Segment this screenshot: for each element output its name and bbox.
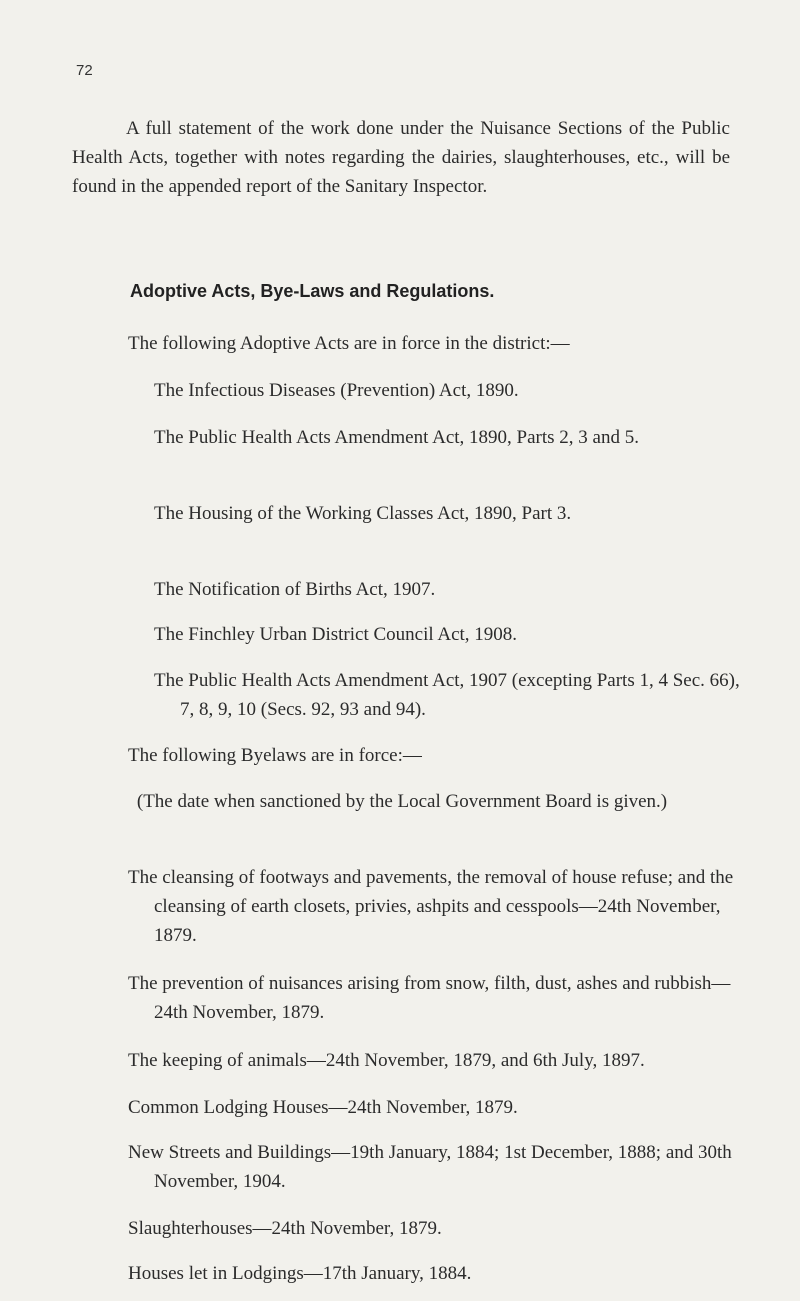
- intro-paragraph: A full statement of the work done under the Nuisance Sections of the Public Health Acts, together with notes regarding the dairies, slaughterhouses, etc., will be found in the appended report of the Sanitary Inspector.: [72, 118, 730, 197]
- adoptive-acts-intro: The following Adoptive Acts are in force in the district:—: [128, 333, 570, 354]
- byelaw-item: The prevention of nuisances arising from snow, filth, dust, ashes and rubbish—24th November, 1879.: [128, 973, 731, 1023]
- adoptive-act-item: The Infectious Diseases (Prevention) Act, 1890.: [154, 380, 519, 401]
- byelaw-item: New Streets and Buildings—19th January, 1884; 1st December, 1888; and 30th November, 1904.: [128, 1142, 732, 1192]
- byelaw-item: The cleansing of footways and pavements, the removal of house refuse; and the cleansing of earth closets, privies, ashpits and cesspools—24th November, 1879.: [128, 867, 734, 946]
- byelaw-item: Common Lodging Houses—24th November, 1879.: [128, 1097, 518, 1118]
- byelaw-item: Houses let in Lodgings—17th January, 1884.: [128, 1263, 472, 1284]
- adoptive-act-item: The Finchley Urban District Council Act, 1908.: [154, 624, 518, 645]
- page-number: 72: [76, 62, 93, 79]
- byelaw-item: Slaughterhouses—24th November, 1879.: [128, 1218, 442, 1239]
- adoptive-act-item: The Public Health Acts Amendment Act, 1907 (excepting Parts 1, 4 Sec. 66), 7, 8, 9, 10 (Secs. 92, 93 and 94).: [154, 670, 740, 720]
- adoptive-act-item: The Notification of Births Act, 1907.: [154, 579, 436, 600]
- byelaws-note: (The date when sanctioned by the Local Government Board is given.): [136, 791, 668, 812]
- adoptive-act-item: The Housing of the Working Classes Act, 1890, Part 3.: [154, 503, 572, 524]
- byelaw-item: The keeping of animals—24th November, 1879, and 6th July, 1897.: [128, 1050, 645, 1071]
- section-heading: Adoptive Acts, Bye-Laws and Regulations.: [130, 281, 495, 301]
- adoptive-act-item: The Public Health Acts Amendment Act, 1890, Parts 2, 3 and 5.: [154, 427, 639, 448]
- byelaws-intro: The following Byelaws are in force:—: [128, 745, 422, 766]
